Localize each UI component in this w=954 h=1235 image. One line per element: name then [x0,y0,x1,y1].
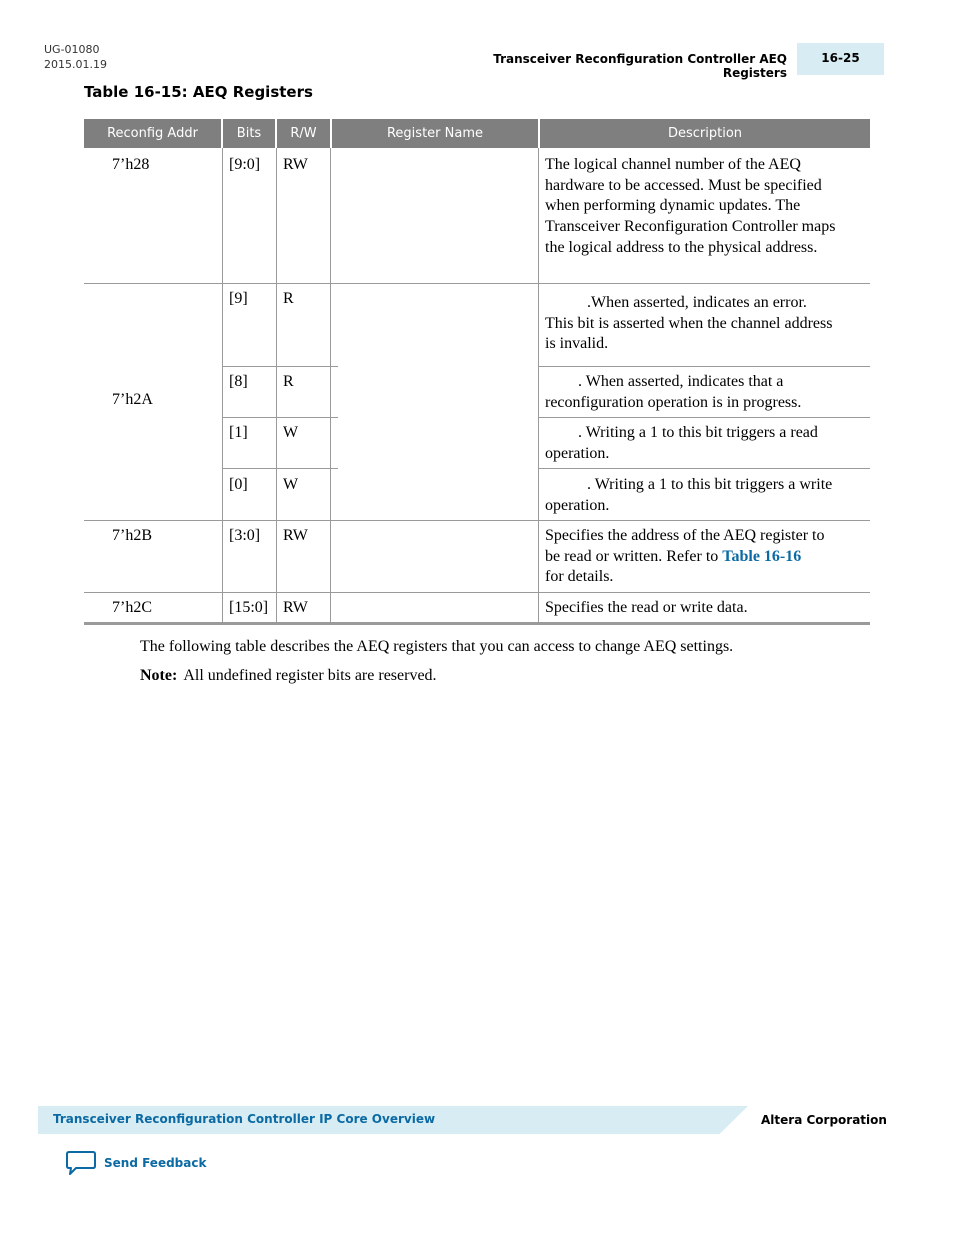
table-cell-description: The logical channel number of the AEQ hardware to be accessed. Must be specified when performing dynamic updates. The Transceiver Reconfiguration Controller maps the logical address to the physical address. [545,156,836,256]
table-cell-register-name [331,595,538,598]
running-header: Transceiver Reconfiguration Controller AEQ Registers [493,52,787,80]
note-text: All undefined register bits are reserved. [183,667,437,684]
table-cell-addr: 7’h2C [112,599,152,616]
send-feedback-link[interactable] [66,1150,206,1176]
table-cell-rw: RW [283,156,308,173]
row-divider [538,417,870,418]
table-cell-bits: [9:0] [229,156,261,173]
body-paragraph: The following table describes the AEQ registers that you can access to change AEQ settings. [140,638,734,655]
table-cell-description: . Writing a 1 to this bit triggers a write operation. [545,476,833,514]
table-cell-bits: [15:0] [229,599,269,616]
table-cell-bits: [1] [229,424,248,441]
table-cell-bits: [8] [229,373,248,390]
table-cell-bits: [9] [229,290,248,307]
table-cell-rw: W [283,476,299,493]
table-cell-bits: [0] [229,476,248,493]
table-cell-rw: RW [283,599,308,616]
column-header-description: Description [540,119,870,148]
table-cell-description: . When asserted, indicates that a reconfiguration operation is in progress. [545,373,802,411]
table-cell-rw: R [283,373,294,390]
column-header-reconfig-addr: Reconfig Addr [84,119,221,148]
column-header-rw: R/W [277,119,330,148]
column-divider [330,148,331,622]
table-cell-addr: 7’h2B [112,527,152,544]
table-cell-description: . Writing a 1 to this bit triggers a read operation. [545,424,818,462]
table-cell-addr: 7’h2A [112,391,153,408]
document-number: UG-01080 [44,43,100,56]
column-header-register-name: Register Name [332,119,538,148]
table-title: Table 16-15: AEQ Registers [84,83,313,101]
row-divider [222,417,338,418]
document-date: 2015.01.19 [44,58,107,71]
table-cell-register-name [331,152,538,155]
footer-company: Altera Corporation [761,1113,887,1127]
row-divider [84,520,870,521]
note [140,667,437,685]
speech-bubble-icon [66,1150,96,1176]
row-divider [222,366,338,367]
column-header-bits: Bits [223,119,275,148]
table-cell-bits: [3:0] [229,527,261,544]
row-divider [84,283,870,284]
table-cell-description: .When asserted, indicates an error. This bit is asserted when the channel address is invalid. [545,294,833,353]
table-bottom-rule [84,622,870,625]
table-cell-rw: R [283,290,294,307]
table-cell-description: Specifies the read or write data. [545,599,748,616]
table-cell-rw: W [283,424,299,441]
page-number: 16-25 [797,43,884,75]
description-text: Specifies the address of the AEQ register to be read or written. Refer to [545,527,825,565]
row-divider [538,366,870,367]
table-cell-register-name [331,287,538,290]
table-cell-addr: 7’h28 [112,156,150,173]
row-divider [84,592,870,593]
table-cell-description [539,523,849,588]
note-label: Note: [140,667,178,684]
document-id [44,42,107,72]
table-cell-register-name [331,523,538,526]
table-16-16-link[interactable]: Table 16-16 [722,547,802,565]
row-divider [222,468,338,469]
send-feedback-label: Send Feedback [104,1156,207,1170]
footer-chapter-link[interactable]: Transceiver Reconfiguration Controller IP Core Overview [53,1112,436,1126]
table-cell-rw: RW [283,527,308,544]
row-divider [538,468,870,469]
description-text: for details. [545,568,614,586]
